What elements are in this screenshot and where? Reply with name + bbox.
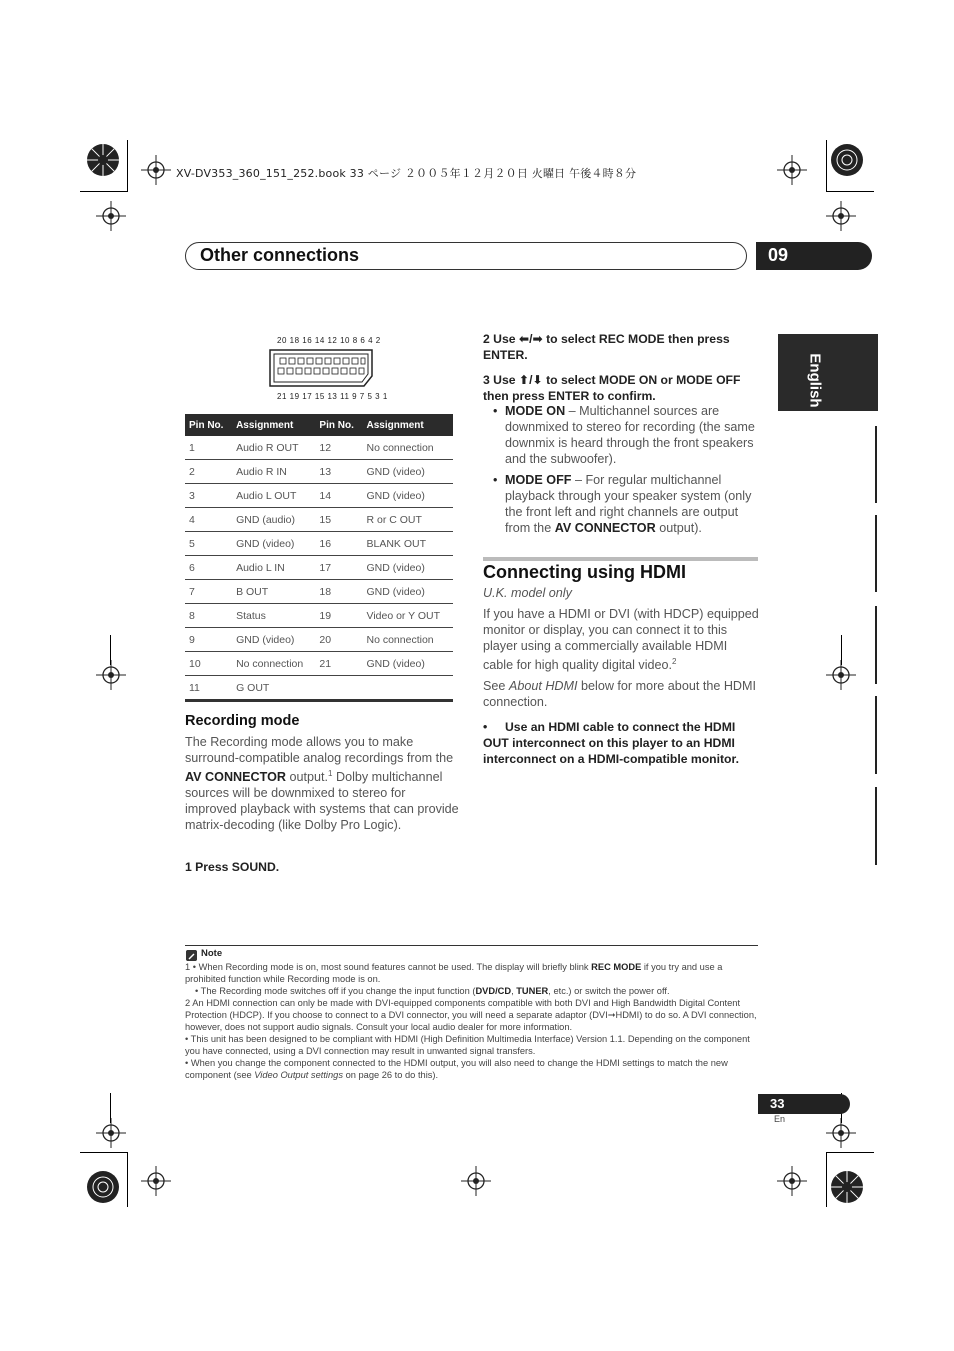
table-row xyxy=(185,460,453,484)
language-tab xyxy=(778,334,878,411)
footnote-ref: 1 xyxy=(328,769,333,778)
table-header: Assignment xyxy=(363,414,454,436)
note-2a: 2 An HDMI connection can only be made with DVI-equipped components compatible with both DVI and High Bandwidth Digital Content Protection (HDCP). If you choose to connect to a DVI connector, you will need a separate adaptor (DVI➞HDMI) to do so. A DVI connection, however, does not support audio signals. Consult your local audio dealer for more information. xyxy=(185,998,757,1032)
text-run: • The Recording mode switches off if you change the input function ( xyxy=(195,986,476,996)
section-rule xyxy=(483,557,758,561)
crosshair-mark-icon xyxy=(461,1166,491,1196)
table-cell xyxy=(363,676,454,701)
page-language: En xyxy=(774,1114,786,1124)
table-row xyxy=(185,604,453,628)
text-run: , etc.) or switch the power off. xyxy=(548,986,670,996)
table-cell: 6 xyxy=(185,556,232,580)
table-cell: 16 xyxy=(315,532,362,556)
side-bar xyxy=(875,515,877,592)
table-cell: 1 xyxy=(185,436,232,460)
text-run: output. xyxy=(286,770,329,785)
text-run: on page 26 to do this). xyxy=(342,1070,439,1080)
trim-line xyxy=(80,1152,128,1153)
trim-line xyxy=(826,140,827,192)
trim-line xyxy=(826,1152,827,1207)
bullet-text xyxy=(505,403,757,467)
table-cell: 11 xyxy=(185,676,232,701)
table-row xyxy=(185,436,453,460)
table-cell: 14 xyxy=(315,484,362,508)
table-cell: 3 xyxy=(185,484,232,508)
table-cell: Audio L IN xyxy=(232,556,315,580)
pin-assignment-table xyxy=(185,414,453,702)
trim-line xyxy=(127,1152,128,1207)
text-run: See xyxy=(483,679,509,693)
table-cell: 20 xyxy=(315,628,362,652)
crosshair-mark-icon xyxy=(96,201,126,231)
table-cell: No connection xyxy=(232,652,315,676)
table-cell: Audio R IN xyxy=(232,460,315,484)
text-run: Dolby multichannel sources will be downmixed to stereo for improved playback with systems that can provide matrix-decoding (like Dolby Pro Logic). xyxy=(185,770,459,833)
text-run: 1 • When Recording mode is on, most sound features cannot be used. The display will briefly blink xyxy=(185,962,592,972)
crosshair-mark-icon xyxy=(141,155,171,185)
trim-line xyxy=(110,1093,111,1123)
table-cell: 21 xyxy=(315,652,362,676)
text-run: – Multichannel sources are downmixed to stereo for recording (the same downmix is heard through the front speakers and the subwoofer). xyxy=(505,404,755,466)
trim-line xyxy=(826,191,874,192)
table-row xyxy=(185,532,453,556)
footnote-ref: 2 xyxy=(672,657,677,666)
table-cell: B OUT xyxy=(232,580,315,604)
table-cell: GND (video) xyxy=(363,484,454,508)
text-run-bold: AV CONNECTOR xyxy=(554,521,656,535)
step-1: 1 Press SOUND. xyxy=(185,860,280,874)
text-run: Use an HDMI cable to connect the HDMI OUT interconnect on this player to an HDMI interconnect on a HDMI-compatible monitor. xyxy=(483,720,739,766)
table-cell: 12 xyxy=(315,436,362,460)
table-cell: 8 xyxy=(185,604,232,628)
table-row xyxy=(185,484,453,508)
trim-line xyxy=(127,140,128,192)
table-row xyxy=(185,676,453,701)
recording-mode-paragraph xyxy=(185,734,459,833)
bullet-dot: • xyxy=(483,720,488,734)
table-cell: 17 xyxy=(315,556,362,580)
scart-connector-icon xyxy=(268,348,376,388)
page-number: 33 xyxy=(770,1096,785,1111)
text-run: , xyxy=(511,986,517,996)
table-cell: 10 xyxy=(185,652,232,676)
table-cell: No connection xyxy=(363,436,454,460)
registration-wheel-icon xyxy=(830,143,864,177)
side-bar xyxy=(875,426,877,503)
text-run-italic: About HDMI xyxy=(508,679,578,693)
text-run-bold: MODE OFF xyxy=(505,473,572,487)
bullet-dot: • xyxy=(493,473,498,487)
text-run-bold: REC MODE xyxy=(591,962,642,972)
step-3: 3 Use ⬆/⬇ to select MODE ON or MODE OFF then press ENTER to confirm. xyxy=(483,373,741,403)
crosshair-mark-icon xyxy=(96,1118,126,1148)
hdmi-instruction xyxy=(483,719,761,767)
table-cell: GND (video) xyxy=(232,628,315,652)
table-cell: 4 xyxy=(185,508,232,532)
table-cell: 13 xyxy=(315,460,362,484)
crosshair-mark-icon xyxy=(777,1166,807,1196)
table-cell: Audio R OUT xyxy=(232,436,315,460)
table-cell: Status xyxy=(232,604,315,628)
table-cell: GND (video) xyxy=(363,580,454,604)
mode-on-bullet xyxy=(493,403,757,467)
side-bar xyxy=(875,606,877,684)
hdmi-paragraph xyxy=(483,606,759,673)
trim-line xyxy=(110,635,111,665)
table-row xyxy=(185,628,453,652)
book-file-line: XV-DV353_360_151_252.book 33 ページ ２００５年１２月２０日 火曜日 午後４時８分 xyxy=(176,167,637,180)
registration-wheel-icon xyxy=(86,143,120,177)
section-title: Other connections xyxy=(200,245,360,265)
table-row xyxy=(185,508,453,532)
text-run: If you have a HDMI or DVI (with HDCP) equipped monitor or display, you can connect it to this player using a commercially available HDMI cable for high quality digital video. xyxy=(483,607,759,673)
note-rule xyxy=(185,945,758,946)
mode-off-bullet xyxy=(493,472,759,536)
table-cell: G OUT xyxy=(232,676,315,701)
registration-wheel-icon xyxy=(830,1170,864,1204)
connector-bottom-pin-numbers: 21 19 17 15 13 11 9 7 5 3 1 xyxy=(277,392,388,401)
table-cell: GND (video) xyxy=(232,532,315,556)
table-cell: GND (video) xyxy=(363,460,454,484)
table-header: Pin No. xyxy=(315,414,362,436)
table-cell: BLANK OUT xyxy=(363,532,454,556)
note-label: Note xyxy=(201,948,223,959)
text-run-bold: DVD/CD xyxy=(475,986,512,996)
note-1a xyxy=(185,961,757,985)
table-cell: 2 xyxy=(185,460,232,484)
table-cell: 7 xyxy=(185,580,232,604)
note-2b: • This unit has been designed to be compliant with HDMI (High Definition Multimedia Interface) Version 1.1. Depending on the component you have connected, using a DVI connection may result in unwanted signal transfers. xyxy=(185,1034,750,1056)
step-2: 2 Use ⬅/➡ to select REC MODE then press ENTER. xyxy=(483,332,730,362)
crosshair-mark-icon xyxy=(826,201,856,231)
table-cell: 9 xyxy=(185,628,232,652)
registration-wheel-icon xyxy=(86,1170,120,1204)
text-run-bold: MODE ON xyxy=(505,404,566,418)
note-pencil-icon xyxy=(186,950,197,961)
hdmi-heading: Connecting using HDMI xyxy=(483,562,686,582)
table-row xyxy=(185,580,453,604)
text-run-italic: Video Output settings xyxy=(254,1070,343,1080)
text-run: output). xyxy=(655,521,702,535)
table-header: Pin No. xyxy=(185,414,232,436)
text-run-bold: AV CONNECTOR xyxy=(185,770,286,785)
table-cell: Audio L OUT xyxy=(232,484,315,508)
side-bar xyxy=(875,787,877,865)
text-run: below for more about the HDMI connection. xyxy=(483,679,757,709)
table-cell: Video or Y OUT xyxy=(363,604,454,628)
crosshair-mark-icon xyxy=(777,155,807,185)
table-cell: 15 xyxy=(315,508,362,532)
table-cell: GND (video) xyxy=(363,652,454,676)
table-cell: GND (audio) xyxy=(232,508,315,532)
trim-line xyxy=(80,191,128,192)
crosshair-mark-icon xyxy=(141,1166,171,1196)
bullet-dot: • xyxy=(493,404,498,418)
table-header-row xyxy=(185,414,453,436)
table-cell: 19 xyxy=(315,604,362,628)
hdmi-subtitle: U.K. model only xyxy=(483,586,572,600)
language-tab-label: English xyxy=(806,353,824,408)
table-cell: R or C OUT xyxy=(363,508,454,532)
table-cell: GND (video) xyxy=(363,556,454,580)
table-cell: 18 xyxy=(315,580,362,604)
table-cell: No connection xyxy=(363,628,454,652)
note-1b xyxy=(185,985,757,997)
text-run-bold: TUNER xyxy=(516,986,549,996)
hdmi-see-paragraph xyxy=(483,678,759,710)
table-row xyxy=(185,652,453,676)
recording-mode-heading: Recording mode xyxy=(185,713,300,729)
trim-line xyxy=(826,1152,874,1153)
crosshair-mark-icon xyxy=(96,660,126,690)
table-row xyxy=(185,556,453,580)
table-cell xyxy=(315,676,362,701)
text-run: if you try and use a prohibited function while Recording mode is on. xyxy=(185,962,723,984)
table-cell: 5 xyxy=(185,532,232,556)
connector-top-pin-numbers: 20 18 16 14 12 10 8 6 4 2 xyxy=(277,336,381,345)
chapter-number: 09 xyxy=(768,245,789,265)
text-run: • When you change the component connected to the HDMI output, you will also need to change the HDMI settings to match the new component (see xyxy=(185,1058,728,1080)
trim-line xyxy=(841,635,842,665)
text-run: – For regular multichannel playback through your speaker system (only the front left and right channels are output from the xyxy=(505,473,752,535)
note-2c xyxy=(185,1057,757,1081)
text-run: The Recording mode allows you to make surround-compatible analog recordings from the xyxy=(185,735,454,765)
side-bar xyxy=(875,696,877,774)
table-header: Assignment xyxy=(232,414,315,436)
bullet-text xyxy=(505,472,759,536)
